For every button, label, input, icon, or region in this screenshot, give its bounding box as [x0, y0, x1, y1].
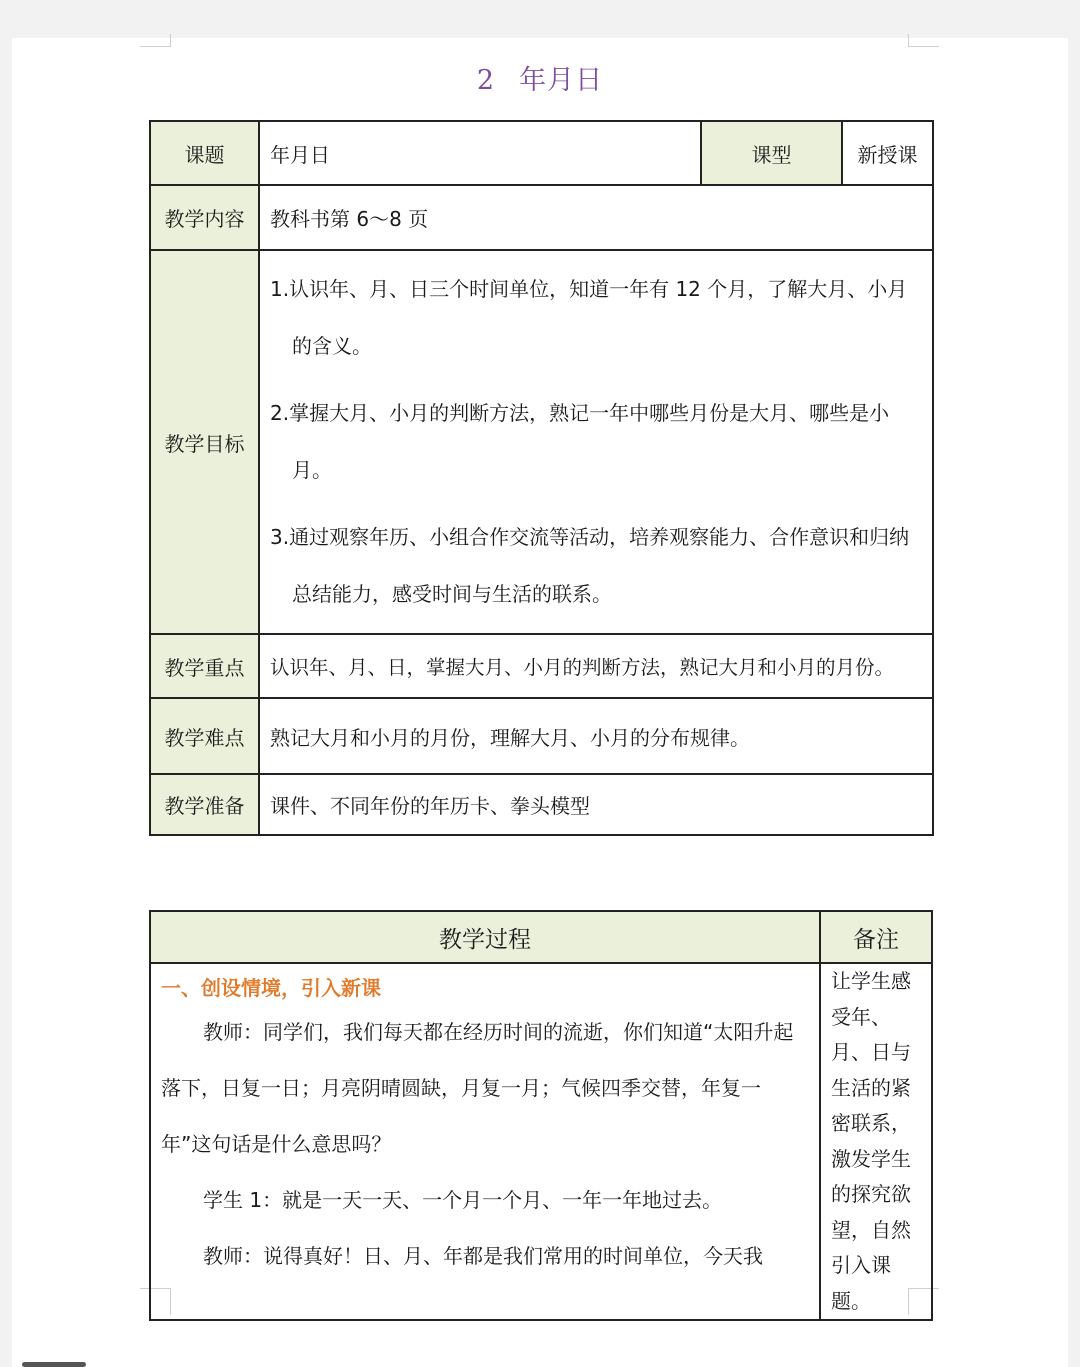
page-title — [0, 58, 1080, 97]
table-row — [150, 121, 933, 185]
prep-value: 课件、不同年份的年历卡、拳头模型 — [259, 774, 933, 835]
type-label: 课型 — [701, 121, 842, 185]
paragraph: 教师：说得真好！日、月、年都是我们常用的时间单位，今天我 — [203, 1244, 763, 1268]
key-value: 认识年、月、日，掌握大月、小月的判断方法，熟记大月和小月的月份。 — [259, 634, 933, 698]
topic-value: 年月日 — [259, 121, 701, 185]
table-row — [150, 774, 933, 835]
difficulty-label: 教学难点 — [150, 698, 259, 774]
goals-label: 教学目标 — [150, 250, 259, 634]
prep-label: 教学准备 — [150, 774, 259, 835]
content-label: 教学内容 — [150, 185, 259, 250]
section-title: 一、创设情境，引入新课 — [161, 976, 381, 1000]
note-cell: 让学生感受年、月、日与生活的紧密联系，激发学生的探究欲望，自然引入课题。 — [820, 963, 932, 1320]
page-corner-mark — [908, 34, 939, 47]
paragraph: 教师：同学们，我们每天都在经历时间的流逝，你们知道“太阳升起落下，日复一日；月亮阴晴圆缺，月复一月；气候四季交替，年复一年”这句话是什么意思吗？ — [161, 1020, 794, 1156]
table-row — [150, 250, 933, 634]
goal-item: 3.通过观察年历、小组合作交流等活动，培养观察能力、合作意识和归纳总结能力，感受时间与生活的联系。 — [270, 525, 910, 606]
title-number: 2 — [476, 65, 496, 96]
goal-item: 2.掌握大月、小月的判断方法，熟记一年中哪些月份是大月、哪些是小月。 — [270, 401, 890, 482]
table-row — [150, 634, 933, 698]
difficulty-value: 熟记大月和小月的月份，理解大月、小月的分布规律。 — [259, 698, 933, 774]
process-header: 教学过程 — [150, 911, 820, 963]
paragraph: 学生 1：就是一天一天、一个月一个月、一年一年地过去。 — [203, 1188, 723, 1212]
notes-header: 备注 — [820, 911, 932, 963]
table-header-row — [150, 911, 932, 963]
content-value: 教科书第 6～8 页 — [259, 185, 933, 250]
goal-item: 1.认识年、月、日三个时间单位，知道一年有 12 个月，了解大月、小月的含义。 — [270, 277, 908, 358]
type-value: 新授课 — [842, 121, 933, 185]
goals-cell — [259, 250, 933, 634]
page-corner-mark — [140, 34, 171, 47]
title-text: 年月日 — [519, 65, 604, 96]
lesson-info-table — [149, 120, 934, 836]
table-row — [150, 185, 933, 250]
table-row — [150, 698, 933, 774]
topic-label: 课题 — [150, 121, 259, 185]
scrollbar-thumb[interactable] — [22, 1362, 86, 1367]
key-label: 教学重点 — [150, 634, 259, 698]
teaching-process-table — [149, 910, 933, 1321]
table-row — [150, 963, 932, 1320]
process-cell — [150, 963, 820, 1320]
